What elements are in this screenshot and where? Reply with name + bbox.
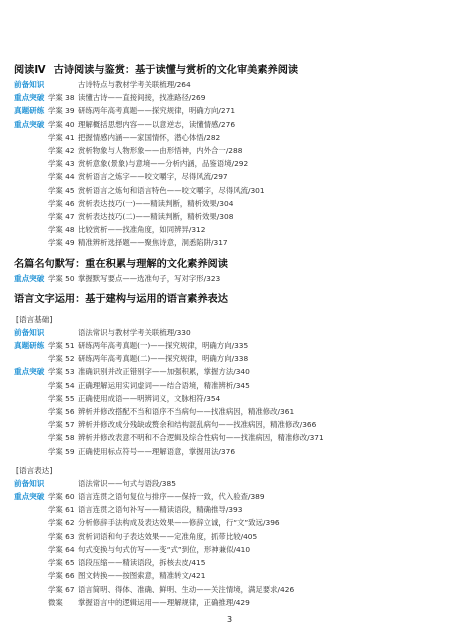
entry-lesson-number: 学案 66	[48, 571, 75, 581]
entry-lesson-number: 学案 56	[48, 407, 75, 417]
entry-title: 掌握默写要点——选准句子，写对字形/323	[78, 273, 221, 283]
entry-title: 正确理解运用实词虚词——结合语境，精准辨析/345	[78, 380, 250, 390]
entry-title: 赏析语言之炼句和语言特色——咬文嚼字，尽得风流/301	[78, 185, 265, 195]
section-heading: 古诗阅读与鉴赏：基于读懂与赏析的文化审美素养阅读	[53, 65, 299, 76]
entry-lesson-number: 学案 61	[48, 505, 75, 515]
entry-category-tag: 重点突破	[14, 93, 45, 103]
toc-entry	[14, 118, 446, 131]
entry-lesson-number: 微案	[48, 597, 63, 607]
entry-title: 图文转换——按图索意，精准转文/421	[78, 571, 206, 581]
toc-entry	[14, 223, 446, 236]
toc-entry	[14, 78, 446, 91]
toc-entry	[14, 431, 446, 444]
toc-entry	[14, 104, 446, 117]
entry-title: 研练两年高考真题(一)——探究规律，明确方向/335	[78, 341, 249, 351]
entry-lesson-number: 学案 46	[48, 198, 75, 208]
entry-title: 准确识别并改正错别字——加强积累，掌握方法/340	[78, 367, 250, 377]
entry-lesson-number: 学案 59	[48, 446, 75, 456]
subsection-label-expression: [语言表达]	[16, 465, 53, 475]
entry-lesson-number: 学案 64	[48, 544, 75, 554]
entry-category-tag: 重点突破	[14, 367, 45, 377]
entry-title: 掌握语言中的逻辑运用——理解规律，正确推理/429	[78, 597, 250, 607]
toc-entry	[14, 392, 446, 405]
entry-title: 语法常识——句式与语段/385	[78, 478, 176, 488]
entry-category-tag: 重点突破	[14, 492, 45, 502]
section-heading: 名篇名句默写：重在积累与理解的文化素养阅读	[14, 258, 228, 270]
section-heading: 语言文字运用：基于建构与运用的语言素养表达	[14, 293, 228, 305]
toc-list-recitation	[14, 272, 446, 285]
entry-title: 研练两年高考真题——探究规律，明确方向/271	[78, 106, 236, 116]
entry-title: 古诗特点与教材学考关联梳理/264	[78, 80, 191, 89]
toc-entry	[14, 326, 446, 339]
entry-title: 赏析词语和句子表达效果——定准角度，抓带比较/405	[78, 531, 258, 541]
toc-entry	[14, 503, 446, 516]
entry-category-tag: 前备知识	[14, 80, 45, 89]
entry-title: 语言简明、得体、准确、鲜明、生动——关注情境，满足要求/426	[78, 584, 295, 594]
entry-lesson-number: 学案 55	[48, 393, 75, 403]
entry-lesson-number: 学案 52	[48, 354, 75, 364]
entry-title: 正确使用成语——明辨词义，文脉相符/354	[78, 393, 221, 403]
entry-title: 语法常识与教材学考关联梳理/330	[78, 327, 191, 337]
section-title-language	[14, 294, 446, 306]
section-title-poetry	[14, 65, 446, 77]
toc-entry	[14, 405, 446, 418]
entry-title: 赏析意象(景象)与意境——分析内涵，品鉴语境/292	[78, 159, 249, 169]
entry-category-tag: 真题研练	[14, 106, 45, 116]
entry-title: 赏析表达技巧(二)——精读判断，精析效果/308	[78, 212, 234, 222]
toc-entry	[14, 197, 446, 210]
entry-title: 辨析并修改表意不明和不合逻辑及综合性病句——找准病因，精准修改/371	[78, 433, 324, 443]
toc-entry	[14, 445, 446, 458]
entry-category-tag: 前备知识	[14, 478, 45, 488]
toc-entry	[14, 184, 446, 197]
entry-category-tag: 重点突破	[14, 119, 45, 129]
toc-entry	[14, 516, 446, 529]
entry-title: 句式变换与句式仿写——变“式”到位，形神兼似/410	[78, 544, 251, 554]
entry-title: 辨析并修改搭配不当和语序不当病句——找准病因，精准修改/361	[78, 407, 295, 417]
entry-title: 比较赏析——找准角度，如同辨异/312	[78, 225, 206, 235]
entry-lesson-number: 学案 50	[48, 273, 75, 283]
toc-entry	[14, 236, 446, 249]
entry-lesson-number: 学案 63	[48, 531, 75, 541]
entry-lesson-number: 学案 42	[48, 146, 75, 156]
entry-title: 赏析物象与人物形象——由形悟神，内外合一/288	[78, 146, 243, 156]
entry-title: 研练两年高考真题(二)——探究规律，明确方向/338	[78, 354, 249, 364]
entry-lesson-number: 学案 44	[48, 172, 75, 182]
entry-lesson-number: 学案 40	[48, 119, 75, 129]
entry-lesson-number: 学案 51	[48, 341, 75, 351]
toc-entry	[14, 210, 446, 223]
toc-entry	[14, 477, 446, 490]
toc-entry	[14, 556, 446, 569]
entry-title: 把握情感内涵——家国情怀，潜心体悟/282	[78, 132, 221, 142]
entry-category-tag: 重点突破	[14, 273, 45, 283]
entry-title: 辨析并修改成分残缺或赘余和结构混乱病句——找准病因，精准修改/366	[78, 420, 317, 430]
toc-entry	[14, 530, 446, 543]
toc-page	[14, 65, 446, 609]
toc-entry	[14, 144, 446, 157]
entry-title: 精准辨析选择题——聚焦诗意，洞悉陷阱/317	[78, 238, 228, 248]
entry-lesson-number: 学案 47	[48, 212, 75, 222]
toc-entry	[14, 379, 446, 392]
entry-lesson-number: 学案 57	[48, 420, 75, 430]
entry-title: 赏析表达技巧(一)——精读判断，精析效果/304	[78, 198, 234, 208]
toc-entry	[14, 339, 446, 352]
toc-list-poetry	[14, 78, 446, 250]
entry-title: 正确使用标点符号——理解语意，掌握用法/376	[78, 446, 236, 456]
entry-lesson-number: 学案 48	[48, 225, 75, 235]
entry-title: 读懂古诗——直接间接，找准路径/269	[78, 93, 206, 103]
entry-lesson-number: 学案 39	[48, 106, 75, 116]
entry-title: 分析修辞手法构成及表达效果——修辞立诚，行“文”致远/396	[78, 518, 280, 528]
section-unit-label: 阅读Ⅳ	[14, 65, 46, 76]
entry-title: 语言连贯之语句补写——精读语段，精确推导/393	[78, 505, 243, 515]
toc-entry	[14, 365, 446, 378]
toc-entry	[14, 170, 446, 183]
entry-title: 理解概括思想内容——以意逆志，读懂情感/276	[78, 119, 236, 129]
section-title-recitation	[14, 259, 446, 271]
entry-lesson-number: 学案 41	[48, 132, 75, 142]
entry-lesson-number: 学案 60	[48, 492, 75, 502]
toc-entry	[14, 418, 446, 431]
entry-lesson-number: 学案 49	[48, 238, 75, 248]
page-number: 3	[226, 615, 233, 624]
entry-lesson-number: 学案 43	[48, 159, 75, 169]
entry-title: 语言连贯之语句复位与排序——保持一致，代入验查/389	[78, 492, 265, 502]
entry-lesson-number: 学案 58	[48, 433, 75, 443]
toc-list-language-basics	[14, 326, 446, 458]
toc-entry	[14, 157, 446, 170]
entry-lesson-number: 学案 67	[48, 584, 75, 594]
entry-title: 赏析语言之炼字——咬文嚼字，尽得风流/297	[78, 172, 228, 182]
entry-lesson-number: 学案 45	[48, 185, 75, 195]
entry-lesson-number: 学案 62	[48, 518, 75, 528]
entry-category-tag: 前备知识	[14, 327, 45, 337]
toc-list-language-expression	[14, 477, 446, 609]
subsection-label-basics: [语言基础]	[16, 314, 53, 324]
toc-entry	[14, 596, 446, 609]
entry-title: 语段压缩——精读语段，拆核去皮/415	[78, 558, 206, 568]
toc-entry	[14, 490, 446, 503]
toc-entry	[14, 569, 446, 582]
toc-entry	[14, 131, 446, 144]
entry-lesson-number: 学案 65	[48, 558, 75, 568]
toc-entry	[14, 91, 446, 104]
toc-entry	[14, 352, 446, 365]
entry-lesson-number: 学案 54	[48, 380, 75, 390]
entry-lesson-number: 学案 38	[48, 93, 75, 103]
toc-entry	[14, 543, 446, 556]
entry-lesson-number: 学案 53	[48, 367, 75, 377]
toc-entry	[14, 583, 446, 596]
entry-category-tag: 真题研练	[14, 341, 45, 351]
toc-entry	[14, 272, 446, 285]
